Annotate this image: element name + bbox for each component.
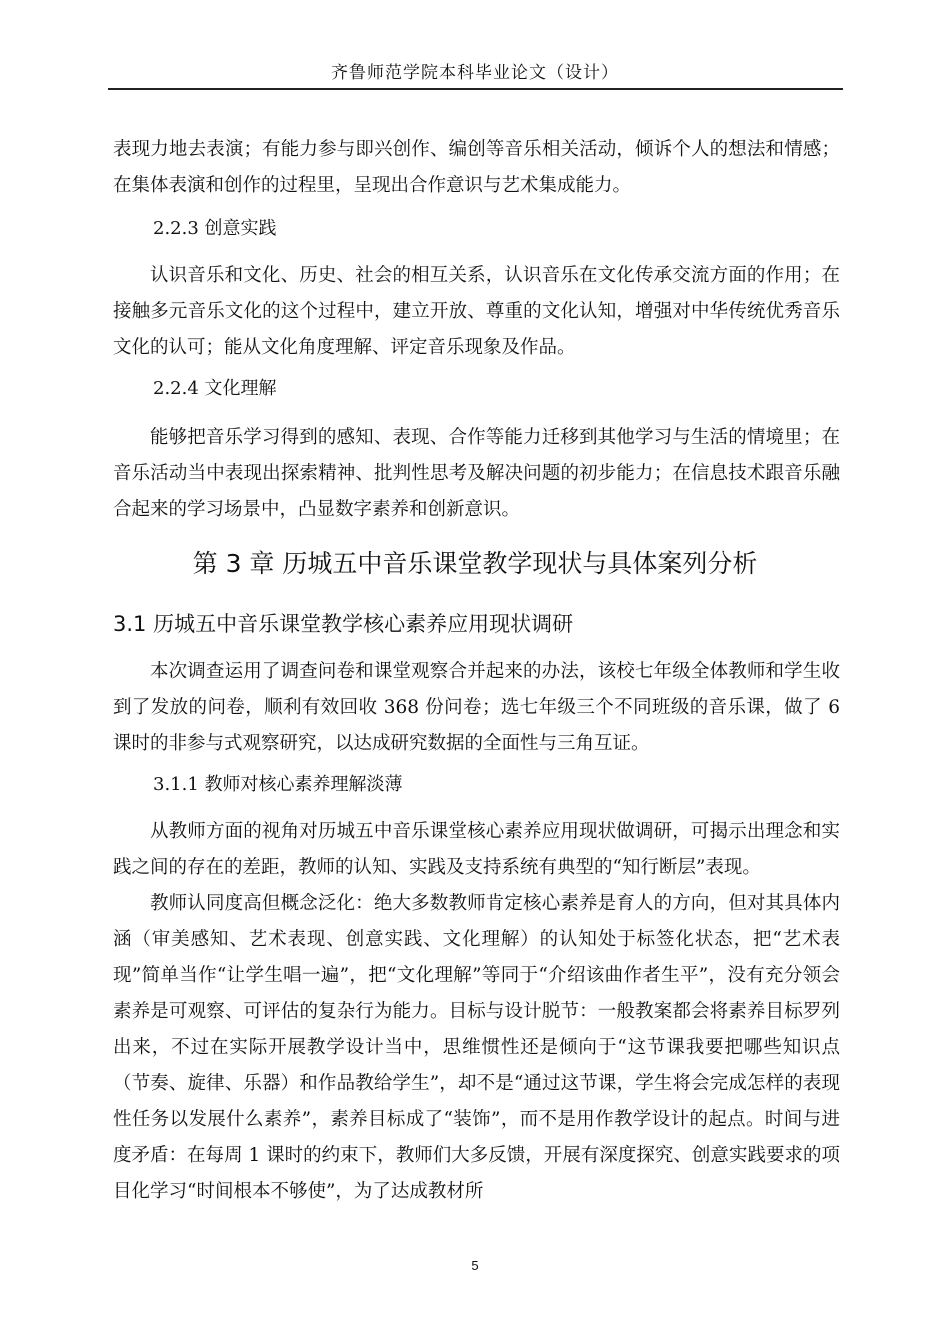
section-title: 3.1 历城五中音乐课堂教学核心素养应用现状调研 — [113, 612, 574, 636]
header-divider — [108, 88, 843, 90]
page-number: 5 — [471, 1258, 479, 1273]
chapter-title: 第 3 章 历城五中音乐课堂教学现状与具体案列分析 — [192, 549, 758, 578]
heading-2-2-3: 2.2.3 创意实践 — [153, 218, 277, 239]
paragraph-survey-method: 本次调查运用了调查问卷和课堂观察合并起来的办法，该校七年级全体教师和学生收到了发放的问卷，顺利有效回收 368 份问卷；选七年级三个不同班级的音乐课，做了 6 课时的非参与式观察研究，以达成研究数据的全面性与三角互证。 — [113, 661, 840, 754]
paragraph-cultural-understanding: 能够把音乐学习得到的感知、表现、合作等能力迁移到其他学习与生活的情境里；在音乐活动当中表现出探索精神、批判性思考及解决问题的初步能力；在信息技术跟音乐融合起来的学习场景中，凸显数字素养和创新意识。 — [113, 427, 840, 520]
heading-2-2-4: 2.2.4 文化理解 — [153, 378, 277, 399]
paragraph-performance: 表现力地去表演；有能力参与即兴创作、编创等音乐相关活动，倾诉个人的想法和情感；在集体表演和创作的过程里，呈现出合作意识与艺术集成能力。 — [113, 139, 840, 196]
paragraph-creative-practice: 认识音乐和文化、历史、社会的相互关系，认识音乐在文化传承交流方面的作用；在接触多元音乐文化的这个过程中，建立开放、尊重的文化认知，增强对中华传统优秀音乐文化的认可；能从文化角度理解、评定音乐现象及作品。 — [113, 265, 840, 358]
paragraph-teacher-perspective: 从教师方面的视角对历城五中音乐课堂核心素养应用现状做调研，可揭示出理念和实践之间的存在的差距，教师的认知、实践及支持系统有典型的“知行断层”表现。 — [113, 821, 840, 878]
page-header: 齐鲁师范学院本科毕业论文（设计） — [331, 63, 619, 83]
heading-3-1-1: 3.1.1 教师对核心素养理解淡薄 — [153, 774, 403, 795]
paragraph-teacher-recognition: 教师认同度高但概念泛化：绝大多数教师肯定核心素养是育人的方向，但对其具体内涵（审美感知、艺术表现、创意实践、文化理解）的认知处于标签化状态，把“艺术表现”简单当作“让学生唱一遍”，把“文化理解”等同于“介绍该曲作者生平”，没有充分领会素养是可观察、可评估的复杂行为能力。目标与设计脱节：一般教案都会将素养目标罗列出来，不过在实际开展教学设计当中，思维惯性还是倾向于“这节课我要把哪些知识点（节奏、旋律、乐器）和作品教给学生”，却不是“通过这节课，学生将会完成怎样的表现性任务以发展什么素养”，素养目标成了“装饰”，而不是用作教学设计的起点。时间与进度矛盾：在每周 1 课时的约束下，教师们大多反馈，开展有深度探究、创意实践要求的项目化学习“时间根本不够使”，为了达成教材所 — [113, 893, 840, 1202]
